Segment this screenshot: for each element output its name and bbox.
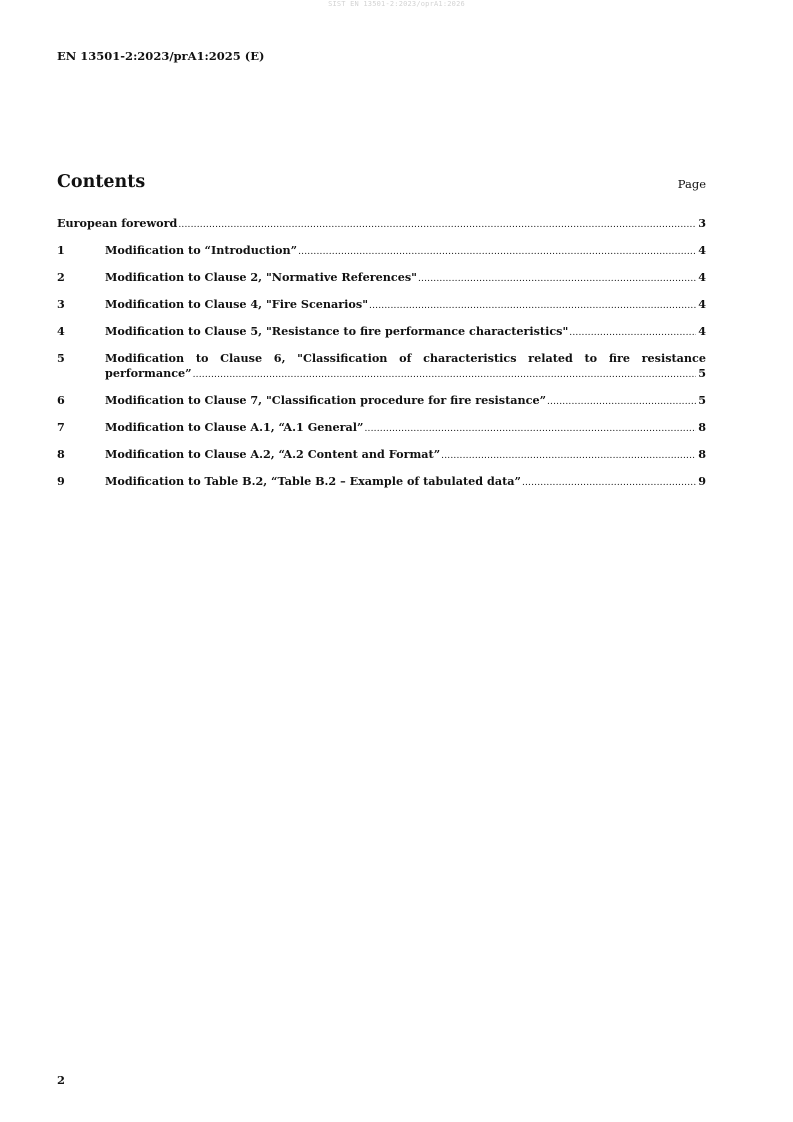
toc-entry-7[interactable]	[57, 420, 706, 437]
toc-entry-title-line-2: performance”	[105, 366, 192, 380]
leader-dots	[418, 272, 696, 287]
toc-entry-6[interactable]	[57, 393, 706, 410]
page-column-label: Page	[677, 177, 706, 191]
leader-dots	[569, 326, 696, 341]
toc-entry-page: 4	[698, 270, 706, 284]
document-header: EN 13501-2:2023/prA1:2025 (E)	[57, 49, 265, 63]
toc-entry-3[interactable]	[57, 297, 706, 314]
toc-entry-page: 4	[698, 297, 706, 311]
table-of-contents	[57, 216, 706, 501]
toc-entry-number: 9	[57, 474, 65, 488]
toc-entry-number: 6	[57, 393, 65, 407]
toc-entry-page: 8	[698, 420, 706, 434]
toc-entry-title: Modification to Clause 4, "Fire Scenarios"	[105, 297, 369, 311]
toc-entry-title: Modification to Clause A.1, “A.1 General”	[105, 420, 364, 434]
toc-entry-page: 4	[698, 243, 706, 257]
toc-entry-2[interactable]	[57, 270, 706, 287]
contents-title: Contents	[57, 172, 146, 192]
toc-entry-page: 8	[698, 447, 706, 461]
toc-entry-foreword[interactable]	[57, 216, 706, 233]
leader-dots	[441, 449, 696, 464]
leader-dots	[364, 422, 696, 437]
watermark: SIST EN 13501-2:2023/oprA1:2026	[328, 0, 465, 8]
toc-entry-5[interactable]	[57, 351, 706, 383]
leader-dots	[193, 368, 697, 383]
toc-entry-title: Modification to Table B.2, “Table B.2 – Example of tabulated data”	[105, 474, 521, 488]
toc-entry-title: Modification to Clause 2, "Normative References"	[105, 270, 417, 284]
toc-entry-title-line-1: Modification to Clause 6, "Classification of characteristics related to fire resistance	[105, 351, 706, 365]
leader-dots	[178, 218, 696, 233]
toc-entry-title: Modification to “Introduction”	[105, 243, 298, 257]
toc-entry-page: 4	[698, 324, 706, 338]
footer-page-number: 2	[57, 1073, 66, 1087]
toc-entry-page: 3	[698, 216, 706, 230]
leader-dots	[369, 299, 696, 314]
toc-entry-9[interactable]	[57, 474, 706, 491]
toc-entry-4[interactable]	[57, 324, 706, 341]
toc-entry-number: 4	[57, 324, 65, 338]
toc-entry-number: 1	[57, 243, 65, 257]
toc-entry-1[interactable]	[57, 243, 706, 260]
leader-dots	[522, 476, 696, 491]
toc-entry-title: Modification to Clause 5, "Resistance to fire performance characteristics"	[105, 324, 569, 338]
toc-entry-title: European foreword	[57, 216, 178, 230]
leader-dots	[298, 245, 696, 260]
toc-entry-page: 5	[698, 393, 706, 407]
toc-entry-number: 2	[57, 270, 65, 284]
toc-entry-number: 8	[57, 447, 65, 461]
toc-entry-title: Modification to Clause 7, "Classification procedure for fire resistance”	[105, 393, 546, 407]
toc-entry-title: Modification to Clause A.2, “A.2 Content and Format”	[105, 447, 441, 461]
toc-entry-8[interactable]	[57, 447, 706, 464]
toc-entry-number: 3	[57, 297, 65, 311]
toc-entry-number: 5	[57, 351, 65, 365]
toc-entry-page: 5	[698, 366, 706, 380]
toc-entry-page: 9	[698, 474, 706, 488]
leader-dots	[547, 395, 696, 410]
toc-entry-number: 7	[57, 420, 65, 434]
